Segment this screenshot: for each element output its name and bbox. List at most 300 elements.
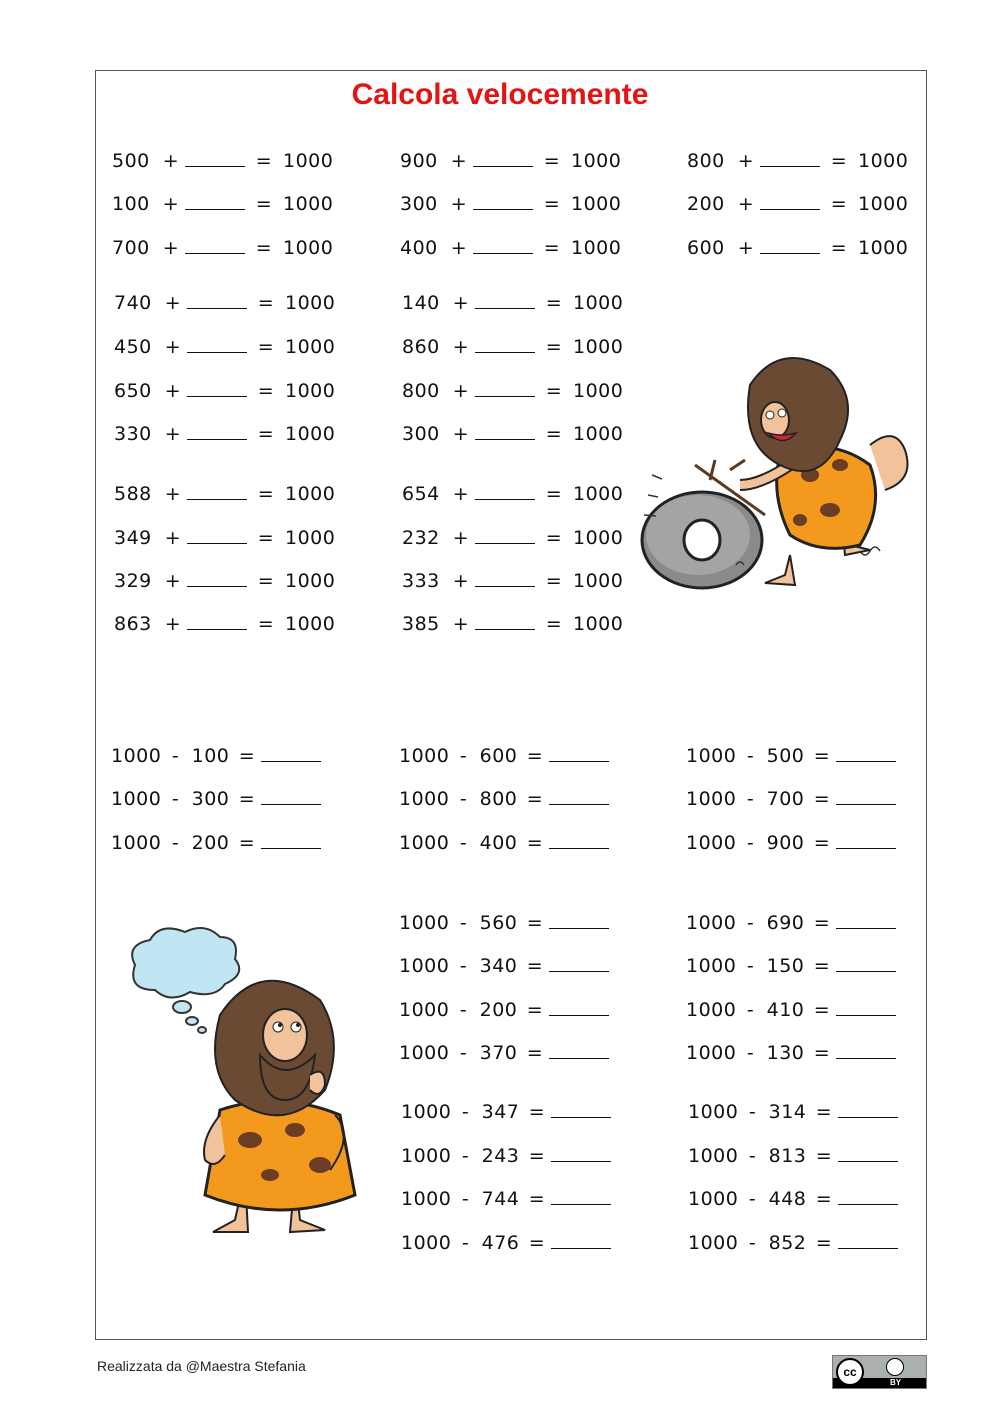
total: 1000 — [571, 193, 622, 215]
equals-sign: = — [257, 483, 275, 505]
plus-sign: + — [450, 237, 468, 259]
minus-sign: - — [459, 745, 468, 767]
addition-equation — [114, 380, 335, 402]
answer-blank[interactable] — [475, 336, 535, 353]
answer-blank[interactable] — [261, 745, 321, 762]
answer-blank[interactable] — [475, 292, 535, 309]
plus-sign: + — [164, 423, 182, 445]
minus-sign: - — [171, 788, 180, 810]
addition-equation — [114, 570, 335, 592]
minus-sign: - — [748, 1145, 757, 1167]
subtraction-equation — [686, 745, 896, 767]
subtrahend: 690 — [766, 912, 805, 934]
total: 1000 — [285, 336, 336, 358]
subtrahend: 500 — [766, 745, 805, 767]
subtraction-equation — [401, 1232, 611, 1254]
minuend: 1000 — [686, 832, 737, 854]
minus-sign: - — [461, 1188, 470, 1210]
total: 1000 — [858, 237, 909, 259]
caveman-stone-illustration — [640, 325, 930, 595]
addend: 100 — [112, 193, 150, 215]
answer-blank[interactable] — [475, 570, 535, 587]
addend: 329 — [114, 570, 152, 592]
addend: 654 — [402, 483, 440, 505]
equals-sign: = — [238, 832, 256, 854]
total: 1000 — [285, 483, 336, 505]
subtrahend: 347 — [481, 1101, 520, 1123]
answer-blank[interactable] — [475, 613, 535, 630]
equals-sign: = — [545, 527, 563, 549]
minuend: 1000 — [111, 745, 162, 767]
answer-blank[interactable] — [185, 150, 245, 167]
answer-blank[interactable] — [475, 423, 535, 440]
subtrahend: 410 — [766, 999, 805, 1021]
answer-blank[interactable] — [549, 999, 609, 1016]
answer-blank[interactable] — [760, 193, 820, 210]
total: 1000 — [858, 150, 909, 172]
answer-blank[interactable] — [473, 193, 533, 210]
subtraction-equation — [688, 1232, 898, 1254]
minus-sign: - — [746, 832, 755, 854]
addition-equation — [402, 336, 623, 358]
minus-sign: - — [459, 832, 468, 854]
total: 1000 — [283, 237, 334, 259]
subtraction-equation — [399, 788, 609, 810]
equals-sign: = — [543, 150, 561, 172]
addend: 300 — [402, 423, 440, 445]
total: 1000 — [285, 380, 336, 402]
minuend: 1000 — [399, 788, 450, 810]
minus-sign: - — [746, 955, 755, 977]
answer-blank[interactable] — [261, 832, 321, 849]
equals-sign: = — [526, 832, 544, 854]
plus-sign: + — [452, 292, 470, 314]
total: 1000 — [283, 150, 334, 172]
answer-blank[interactable] — [185, 193, 245, 210]
minus-sign: - — [746, 999, 755, 1021]
subtraction-equation — [399, 955, 609, 977]
equals-sign: = — [526, 788, 544, 810]
equals-sign: = — [813, 955, 831, 977]
subtraction-equation — [399, 1042, 609, 1064]
subtrahend: 900 — [766, 832, 805, 854]
stone-wheel — [642, 492, 762, 588]
plus-sign: + — [164, 380, 182, 402]
addition-equation — [112, 237, 333, 259]
subtraction-equation — [686, 912, 896, 934]
total: 1000 — [571, 237, 622, 259]
minus-sign: - — [746, 1042, 755, 1064]
addition-equation — [402, 292, 623, 314]
answer-blank[interactable] — [187, 380, 247, 397]
plus-sign: + — [737, 237, 755, 259]
minuend: 1000 — [686, 999, 737, 1021]
answer-blank[interactable] — [187, 613, 247, 630]
minuend: 1000 — [688, 1145, 739, 1167]
answer-blank[interactable] — [473, 237, 533, 254]
addend: 232 — [402, 527, 440, 549]
plus-sign: + — [164, 527, 182, 549]
answer-blank[interactable] — [475, 527, 535, 544]
addition-equation — [400, 193, 621, 215]
equals-sign: = — [255, 193, 273, 215]
minus-sign: - — [459, 912, 468, 934]
addend: 349 — [114, 527, 152, 549]
addition-equation — [402, 527, 623, 549]
total: 1000 — [285, 292, 336, 314]
addend: 700 — [112, 237, 150, 259]
total: 1000 — [285, 527, 336, 549]
minus-sign: - — [461, 1232, 470, 1254]
subtrahend: 813 — [768, 1145, 807, 1167]
equals-sign: = — [545, 423, 563, 445]
plus-sign: + — [737, 193, 755, 215]
minuend: 1000 — [688, 1188, 739, 1210]
addend: 450 — [114, 336, 152, 358]
equals-sign: = — [257, 380, 275, 402]
equals-sign: = — [526, 999, 544, 1021]
minus-sign: - — [748, 1188, 757, 1210]
subtrahend: 370 — [479, 1042, 518, 1064]
answer-blank[interactable] — [475, 483, 535, 500]
equals-sign: = — [813, 999, 831, 1021]
subtrahend: 200 — [479, 999, 518, 1021]
answer-blank[interactable] — [836, 745, 896, 762]
equals-sign: = — [545, 380, 563, 402]
minuend: 1000 — [401, 1232, 452, 1254]
addition-equation — [402, 483, 623, 505]
addition-equation — [114, 423, 335, 445]
subtraction-equation — [686, 832, 896, 854]
addition-equation — [112, 150, 333, 172]
cc-license-badge — [832, 1355, 927, 1389]
minuend: 1000 — [399, 1042, 450, 1064]
minuend: 1000 — [399, 832, 450, 854]
subtrahend: 600 — [479, 745, 518, 767]
addend: 740 — [114, 292, 152, 314]
minuend: 1000 — [399, 745, 450, 767]
equals-sign: = — [238, 788, 256, 810]
minus-sign: - — [171, 832, 180, 854]
answer-blank[interactable] — [261, 788, 321, 805]
addition-equation — [687, 150, 908, 172]
addend: 600 — [687, 237, 725, 259]
minus-sign: - — [459, 788, 468, 810]
subtrahend: 314 — [768, 1101, 807, 1123]
answer-blank[interactable] — [549, 955, 609, 972]
equals-sign: = — [815, 1188, 833, 1210]
subtrahend: 130 — [766, 1042, 805, 1064]
subtraction-equation — [399, 999, 609, 1021]
subtraction-equation — [399, 745, 609, 767]
minuend: 1000 — [686, 955, 737, 977]
answer-blank[interactable] — [185, 237, 245, 254]
total: 1000 — [573, 613, 624, 635]
plus-sign: + — [452, 336, 470, 358]
subtraction-equation — [688, 1188, 898, 1210]
plus-sign: + — [452, 380, 470, 402]
minus-sign: - — [459, 955, 468, 977]
answer-blank[interactable] — [838, 1145, 898, 1162]
addition-equation — [402, 380, 623, 402]
total: 1000 — [571, 150, 622, 172]
subtraction-equation — [686, 788, 896, 810]
subtraction-equation — [686, 955, 896, 977]
minus-sign: - — [171, 745, 180, 767]
equals-sign: = — [255, 150, 273, 172]
equals-sign: = — [813, 912, 831, 934]
equals-sign: = — [526, 1042, 544, 1064]
minuend: 1000 — [111, 832, 162, 854]
answer-blank[interactable] — [836, 912, 896, 929]
answer-blank[interactable] — [549, 745, 609, 762]
addition-equation — [687, 193, 908, 215]
answer-blank[interactable] — [187, 336, 247, 353]
addition-equation — [112, 193, 333, 215]
equals-sign: = — [257, 336, 275, 358]
subtraction-equation — [111, 745, 321, 767]
addend: 333 — [402, 570, 440, 592]
answer-blank[interactable] — [549, 912, 609, 929]
subtrahend: 243 — [481, 1145, 520, 1167]
minuend: 1000 — [401, 1101, 452, 1123]
equals-sign: = — [257, 527, 275, 549]
subtraction-equation — [686, 1042, 896, 1064]
subtraction-equation — [401, 1101, 611, 1123]
equals-sign: = — [528, 1101, 546, 1123]
total: 1000 — [573, 292, 624, 314]
plus-sign: + — [452, 483, 470, 505]
equals-sign: = — [545, 483, 563, 505]
equals-sign: = — [257, 570, 275, 592]
answer-blank[interactable] — [473, 150, 533, 167]
minus-sign: - — [459, 999, 468, 1021]
answer-blank[interactable] — [187, 483, 247, 500]
subtrahend: 560 — [479, 912, 518, 934]
minuend: 1000 — [688, 1101, 739, 1123]
addend: 140 — [402, 292, 440, 314]
answer-blank[interactable] — [549, 788, 609, 805]
answer-blank[interactable] — [551, 1188, 611, 1205]
total: 1000 — [573, 483, 624, 505]
answer-blank[interactable] — [838, 1188, 898, 1205]
thinking-caveman-illustration — [120, 925, 380, 1245]
subtrahend: 150 — [766, 955, 805, 977]
addition-equation — [400, 150, 621, 172]
equals-sign: = — [238, 745, 256, 767]
answer-blank[interactable] — [549, 1042, 609, 1059]
plus-sign: + — [452, 423, 470, 445]
equals-sign: = — [545, 570, 563, 592]
addend: 330 — [114, 423, 152, 445]
plus-sign: + — [452, 613, 470, 635]
plus-sign: + — [162, 150, 180, 172]
addend: 588 — [114, 483, 152, 505]
subtraction-equation — [401, 1188, 611, 1210]
worksheet-title: Calcola velocemente — [351, 78, 649, 111]
minuend: 1000 — [686, 788, 737, 810]
subtrahend: 200 — [191, 832, 230, 854]
minus-sign: - — [746, 912, 755, 934]
plus-sign: + — [450, 193, 468, 215]
minuend: 1000 — [401, 1145, 452, 1167]
total: 1000 — [283, 193, 334, 215]
addend: 650 — [114, 380, 152, 402]
cc-icon: cc — [836, 1358, 864, 1386]
minuend: 1000 — [111, 788, 162, 810]
plus-sign: + — [452, 527, 470, 549]
equals-sign: = — [543, 193, 561, 215]
answer-blank[interactable] — [187, 292, 247, 309]
addition-equation — [402, 423, 623, 445]
addend: 800 — [402, 380, 440, 402]
equals-sign: = — [257, 292, 275, 314]
footer-credit: Realizzata da @Maestra Stefania — [97, 1358, 306, 1374]
equals-sign: = — [813, 1042, 831, 1064]
equals-sign: = — [830, 237, 848, 259]
plus-sign: + — [450, 150, 468, 172]
total: 1000 — [285, 423, 336, 445]
answer-blank[interactable] — [836, 999, 896, 1016]
answer-blank[interactable] — [551, 1101, 611, 1118]
answer-blank[interactable] — [551, 1232, 611, 1249]
caveman-thinking — [204, 981, 355, 1232]
equals-sign: = — [813, 832, 831, 854]
equals-sign: = — [255, 237, 273, 259]
subtrahend: 400 — [479, 832, 518, 854]
addend: 300 — [400, 193, 438, 215]
subtraction-equation — [688, 1101, 898, 1123]
total: 1000 — [573, 380, 624, 402]
total: 1000 — [573, 570, 624, 592]
answer-blank[interactable] — [187, 570, 247, 587]
answer-blank[interactable] — [836, 788, 896, 805]
addend: 863 — [114, 613, 152, 635]
attribution-icon — [886, 1358, 904, 1376]
plus-sign: + — [737, 150, 755, 172]
addition-equation — [402, 570, 623, 592]
total: 1000 — [285, 613, 336, 635]
answer-blank[interactable] — [836, 832, 896, 849]
plus-sign: + — [164, 570, 182, 592]
answer-blank[interactable] — [760, 237, 820, 254]
addition-equation — [114, 292, 335, 314]
minus-sign: - — [461, 1101, 470, 1123]
minuend: 1000 — [686, 1042, 737, 1064]
addend: 385 — [402, 613, 440, 635]
equals-sign: = — [545, 613, 563, 635]
plus-sign: + — [164, 292, 182, 314]
equals-sign: = — [528, 1145, 546, 1167]
plus-sign: + — [452, 570, 470, 592]
answer-blank[interactable] — [187, 527, 247, 544]
equals-sign: = — [526, 955, 544, 977]
addend: 860 — [402, 336, 440, 358]
minuend: 1000 — [399, 999, 450, 1021]
total: 1000 — [858, 193, 909, 215]
answer-blank[interactable] — [475, 380, 535, 397]
equals-sign: = — [257, 423, 275, 445]
total: 1000 — [573, 423, 624, 445]
subtraction-equation — [686, 999, 896, 1021]
subtrahend: 448 — [768, 1188, 807, 1210]
equals-sign: = — [528, 1188, 546, 1210]
minuend: 1000 — [401, 1188, 452, 1210]
subtraction-equation — [399, 832, 609, 854]
subtrahend: 476 — [481, 1232, 520, 1254]
subtrahend: 744 — [481, 1188, 520, 1210]
minuend: 1000 — [688, 1232, 739, 1254]
minus-sign: - — [748, 1232, 757, 1254]
minuend: 1000 — [686, 912, 737, 934]
subtrahend: 300 — [191, 788, 230, 810]
subtrahend: 800 — [479, 788, 518, 810]
equals-sign: = — [815, 1145, 833, 1167]
total: 1000 — [573, 527, 624, 549]
plus-sign: + — [162, 193, 180, 215]
addend: 800 — [687, 150, 725, 172]
minuend: 1000 — [686, 745, 737, 767]
addend: 400 — [400, 237, 438, 259]
addend: 900 — [400, 150, 438, 172]
answer-blank[interactable] — [838, 1232, 898, 1249]
equals-sign: = — [543, 237, 561, 259]
subtrahend: 700 — [766, 788, 805, 810]
subtraction-equation — [111, 832, 321, 854]
addend: 500 — [112, 150, 150, 172]
subtraction-equation — [688, 1145, 898, 1167]
answer-blank[interactable] — [836, 1042, 896, 1059]
total: 1000 — [285, 570, 336, 592]
addition-equation — [687, 237, 908, 259]
subtraction-equation — [401, 1145, 611, 1167]
total: 1000 — [573, 336, 624, 358]
equals-sign: = — [813, 788, 831, 810]
answer-blank[interactable] — [551, 1145, 611, 1162]
addition-equation — [114, 336, 335, 358]
subtrahend: 100 — [191, 745, 230, 767]
equals-sign: = — [257, 613, 275, 635]
plus-sign: + — [162, 237, 180, 259]
equals-sign: = — [815, 1101, 833, 1123]
addition-equation — [402, 613, 623, 635]
answer-blank[interactable] — [838, 1101, 898, 1118]
answer-blank[interactable] — [760, 150, 820, 167]
by-label: BY — [890, 1378, 902, 1387]
addition-equation — [114, 483, 335, 505]
subtrahend: 340 — [479, 955, 518, 977]
plus-sign: + — [164, 613, 182, 635]
answer-blank[interactable] — [549, 832, 609, 849]
minus-sign: - — [459, 1042, 468, 1064]
addend: 200 — [687, 193, 725, 215]
plus-sign: + — [164, 483, 182, 505]
equals-sign: = — [528, 1232, 546, 1254]
equals-sign: = — [526, 912, 544, 934]
minus-sign: - — [746, 745, 755, 767]
equals-sign: = — [526, 745, 544, 767]
subtraction-equation — [399, 912, 609, 934]
minus-sign: - — [746, 788, 755, 810]
equals-sign: = — [830, 150, 848, 172]
addition-equation — [400, 237, 621, 259]
equals-sign: = — [830, 193, 848, 215]
subtrahend: 852 — [768, 1232, 807, 1254]
answer-blank[interactable] — [187, 423, 247, 440]
answer-blank[interactable] — [836, 955, 896, 972]
minuend: 1000 — [399, 912, 450, 934]
equals-sign: = — [813, 745, 831, 767]
